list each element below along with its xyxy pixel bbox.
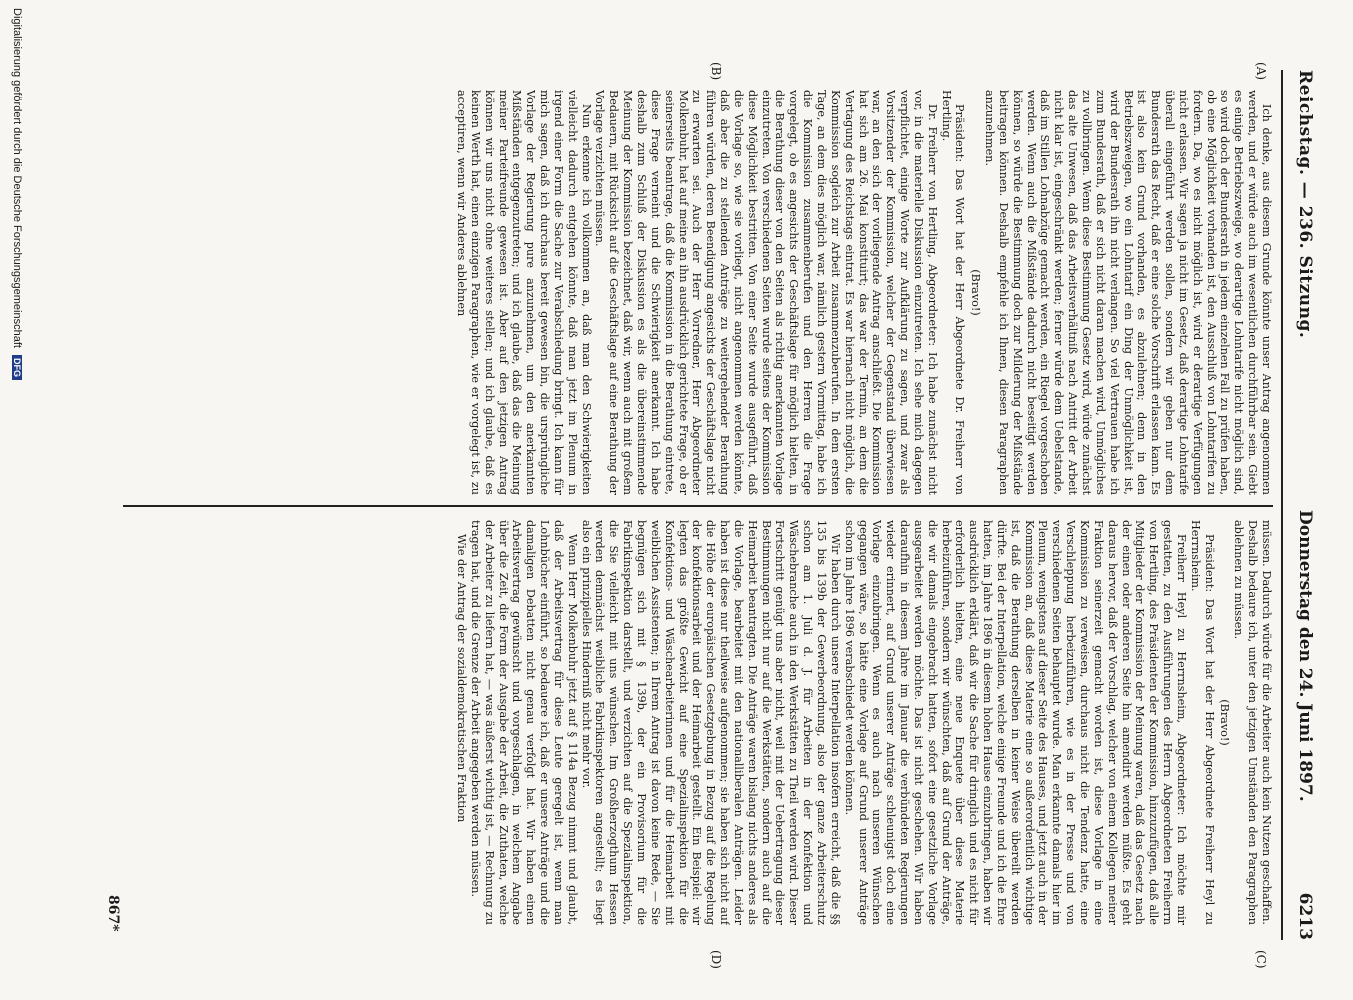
sheet-signature: 867*	[105, 895, 121, 932]
paragraph: müssen. Dadurch würde für die Arbeiter auch kein Nutzen geschaffen. Deshalb bedaure ich, unter den jetzigen Umständen den Paragraphen ablehnen zu müssen.	[1232, 520, 1273, 925]
header-rule	[1281, 70, 1283, 940]
margin-marker-c: (C)	[1254, 950, 1268, 969]
paragraph: Wenn Herr Molkenbuhr jetzt auf § 114a Bezug nimmt und glaubt, daß der Arbeitsvertrag für diese Leute geregelt ist, wenn man Lohnbücher einführt, so bedauere ich, daß er unsere Anträge und die damaligen Debatten nicht genau verfolgt hat. Wir haben einen Arbeitsvertrag gewünscht und vorgeschlagen, in welchem Angabe über die Zeit, die Form der Ausgabe der Arbeit, die Zuthaten, welche der Arbeiter zu liefern hat, — was äußerst wichtig ist, — Rechnung zu tragen hat, und die Grenze der Arbeit angegeben werden müssen.	[468, 520, 579, 925]
paragraph: Freiherr Heyl zu Herrnsheim, Abgeordneter: Ich möchte mir gestatten, zu den Ausführungen des Herrn Abgeordneten Freiherrn von Hertling, des Präsidenten der Kommission, hinzuzufügen, daß alle Mitglieder der Kommission der Meinung waren, daß das Gesetz nach der einen oder anderen Seite hin amendirt werden müßte. Es geht daraus hervor, daß der Vorschlag, welcher von einem Kollegen meiner Fraktion seinerzeit gemacht worden ist, diese Vorlage in eine Kommission zu verweisen, durchaus nicht die Tendenz hatte, eine Verschleppung herbeizuführen, wie es in der Presse und von verschiedenen Seiten behauptet wurde. Man erkannte damals hier im Plenum, wenigstens auf dieser Seite des Hauses, und jetzt auch in der Kommission an, daß diese Materie eine so außerordentlich wichtige ist, daß die Berathung derselben in keiner Weise übereilt werden dürfte. Bei der Interpellation, welche einige Freunde und ich die Ehre hatten, im Jahre 1896 in diesem hohen Hause einzubringen, haben wir ausdrücklich erklärt, daß wir die Sache für dringlich und es nicht für erforderlich hielten, eine neue Enquete über diese Materie herbeizuführen, sondern wir wünschten, daß auf Grund der Anträge, die wir damals eingebracht hatten, sofort eine gesetzliche Vorlage ausgearbeitet werden möchte. Das ist nicht geschehen. Wir haben daraufhin in diesem Jahre im Januar die verbündeten Regierungen wieder erinnert, auf Grund unserer Anträge schleunigst doch eine Vorlage einzubringen. Wenn es auch nach unseren Wünschen gegangen wäre, so hätte eine Vorlage auf Grund unserer Anträge schon im Jahre 1896 verabschiedet werden können.	[842, 520, 1188, 925]
paragraph: Wir haben durch unsere Interpellation insofern erreicht, daß die §§ 135 bis 139b der Gewerbeordnung, also der ganze Arbeiterschutz schon am 1. Juli d. J. für Arbeiten in der Konfektion und Wäschebranche auch in den Werkstätten zu Theil werden wird. Dieser Fortschritt genügt uns aber nicht, weil mit der Uebertragung dieser Bestimmungen nicht nur auf die Werkstätten, sondern auch auf die Heimarbeit beantragten. Die Anträge waren bislang nichts anderes als die Vorlage, bearbeitet mit den nationalliberalen Anträgen. Leider haben ist diese nur theilweise aufgenommen; sie haben sich nicht auf die Höhe der europäischen Gesetzgebung in Bezug auf die Regelung der konfektionsarbeit und der Heimarbeit gestellt. Ein Beispiel: wir legten das größte Gewicht auf eine Spezialinspektion für die Konfektions- und Wäschearbeiterinnen und für die Heimarbeit mit weiblichen Assistenten; in Ihrem Antrag ist davon keine Rede, — Sie begnügen sich mit § 139b, der ein Provisorium für die Fabrikinspektion darstellt, und verzichten auf die Spezialinspektion, die Sie vielleicht mit uns wünschen. Im Großherzogthum Hessen werden demnächst weibliche Fabrikinspektoren angestellt; es liegt also ein prinzipielles Hinderniß nicht mehr vor.	[579, 520, 842, 925]
digitization-text: Digitalisierung gefördert durch die Deutsche Forschungsgemeinschaft	[11, 8, 23, 348]
paragraph: Ich denke, aus diesem Grunde könnte unser Antrag angenommen werden, und er würde auch im wesentlichen durchführbar sein. Giebt es einige Betriebszweige, wo derartige Lohntarife nicht möglich sind, so wird doch der Bundesrath in jedem einzelnen Fall zu prüfen haben, ob eine Möglichkeit vorhanden ist, den Ausschluß von Lohntarifen zu fordern. Da, wo es nicht möglich ist, wird er derartige Verfügungen nicht erlassen. Wir sagen ja nicht im Gesetz, daß derartige Lohntarife überall eingeführt werden sollen, sondern wir geben nur dem Bundesrath das Recht, daß er eine solche Vorschrift erlassen kann. Es ist also kein Grund vorhanden, es abzulehnen; denn in den Betriebszweigen, wo ein Lohntarif ein Ding der Unmöglichkeit ist, wird der Bundesrath ihn nicht verlangen. So viel Vertrauen habe ich zum Bundesrath, daß er sich nicht daran machen wird, Unmögliches zu vollbringen. Wenn diese Bestimmung Gesetz wird, würde zunächst das alte Unwesen, daß das Arbeitsverhältniß nach Antritt der Arbeit nicht klar ist, eingeschränkt werden; ferner würde dem Uebelstande, daß im Stillen Lohnabzüge gemacht werden, ein Riegel vorgeschoben werden. Wenn auch die Mißstände dadurch nicht beseitigt werden können, so würde die Bestimmung doch zur Milderung der Mißstände beitragen können. Deshalb empfehle ich Ihnen, diesen Paragraphen anzunehmen.	[983, 90, 1273, 495]
paragraph: Präsident: Das Wort hat der Herr Abgeordnete Freiherr Heyl zu Herrnsheim.	[1188, 520, 1216, 925]
column-separator	[123, 505, 1273, 507]
dfg-logo: DFG	[12, 355, 22, 380]
page-header	[1289, 70, 1315, 940]
digitization-note	[11, 8, 23, 380]
applause-note: (Bravo!)	[969, 269, 983, 316]
paragraph: Präsident: Das Wort hat der Herr Abgeordnete Dr. Freiherr von Hertling.	[939, 90, 967, 495]
paragraph: Wie der Antrag der sozialdemokratischen Fraktion	[455, 534, 469, 823]
left-column	[123, 90, 1273, 495]
right-column	[123, 520, 1273, 925]
applause-note: (Bravo!)	[1218, 699, 1232, 746]
paragraph: Dr. Freiherr von Hertling, Abgeordneter: Ich habe zunächst nicht vor, in die materielle Diskussion einzutreten. Ich sehe mich dagegen verpflichtet, einige Worte zur Aufklärung zu sagen, und zwar als Vorsitzender der Kommission, welcher der Gegenstand überwiesen war, an den sich der vorliegende Antrag anschließt. Die Kommission hat sich am 26. Mai konstituirt; das war der Termin, an dem die Vertagung des Reichstags eintrat. Es war hiernach nicht möglich, die Kommission sogleich zur Arbeit zusammenzuberufen. In dem ersten Tage, an dem dies möglich war, nämlich gestern Vormittag, habe ich die Kommission zusammenberufen und den Herren die Frage vorgelegt, ob es angesichts der Geschäftslage für möglich hielten, in die Berathung dieser von den Seiten als richtig anerkannten Vorlage einzutreten. Von verschiedenen Seiten wurde seitens der Kommission diese Möglichkeit bestritten. Von einer Seite wurde ausgeführt, daß die Vorlage so, wie sie vorliegt, nicht angenommen werden könnte, daß aber die zu stellenden Anträge zu weitergehender Berathung führen würden, deren Beendigung angesichts der Geschäftslage nicht zu erwarten sei. Auch der Herr Vorredner, Herr Abgeordneter Molkenbuhr, hat auf meine an ihn ausdrücklich gerichtete Frage, ob er seinerseits beantrage, daß die Kommission in die Berathung eintrete, diese Frage verneint und die Schwierigkeit anerkannt. Ich habe deshalb zum Schluß der Diskussion es als die übereinstimmende Meinung der Kommission bezeichnet, daß wir, wenn auch mit großem Bedauern, mit Rücksicht auf die Geschäftslage auf eine Berathung der Vorlage verzichten müssen.	[593, 90, 939, 495]
paragraph: Nun erkenne ich vollkommen an, daß man den Schwierigkeiten vielleicht dadurch entgehen könnte, daß man jetzt im Plenum in irgend einer Form die Sache zur Verabschiedung bringt. Ich kann für mich sagen, daß ich durchaus bereit gewesen bin, die ursprüngliche Vorlage der Regierung pure anzunehmen, um den anerkannten Mißständen entgegenzutreten; und ich glaube, daß das die Meinung meiner Parteifreunde gewesen ist. Aber auf den jetzigen Antrag können wir uns nicht ohne weiteres stellen; und ich glaube, daß es keinen Werth hat, einen einzigen Paragraphen, wie er vorgelegt ist, zu acceptiren, wenn wir Anderes ablehnen	[455, 90, 593, 495]
header-page-number: 6213	[1295, 892, 1315, 940]
header-session: Reichstag. — 236. Sitzung.	[1295, 70, 1315, 339]
margin-marker-d: (D)	[709, 950, 723, 969]
margin-marker-a: (A)	[1254, 62, 1268, 81]
header-date: Donnerstag den 24. Juni 1897.	[1295, 510, 1315, 802]
margin-marker-b: (B)	[709, 62, 723, 81]
